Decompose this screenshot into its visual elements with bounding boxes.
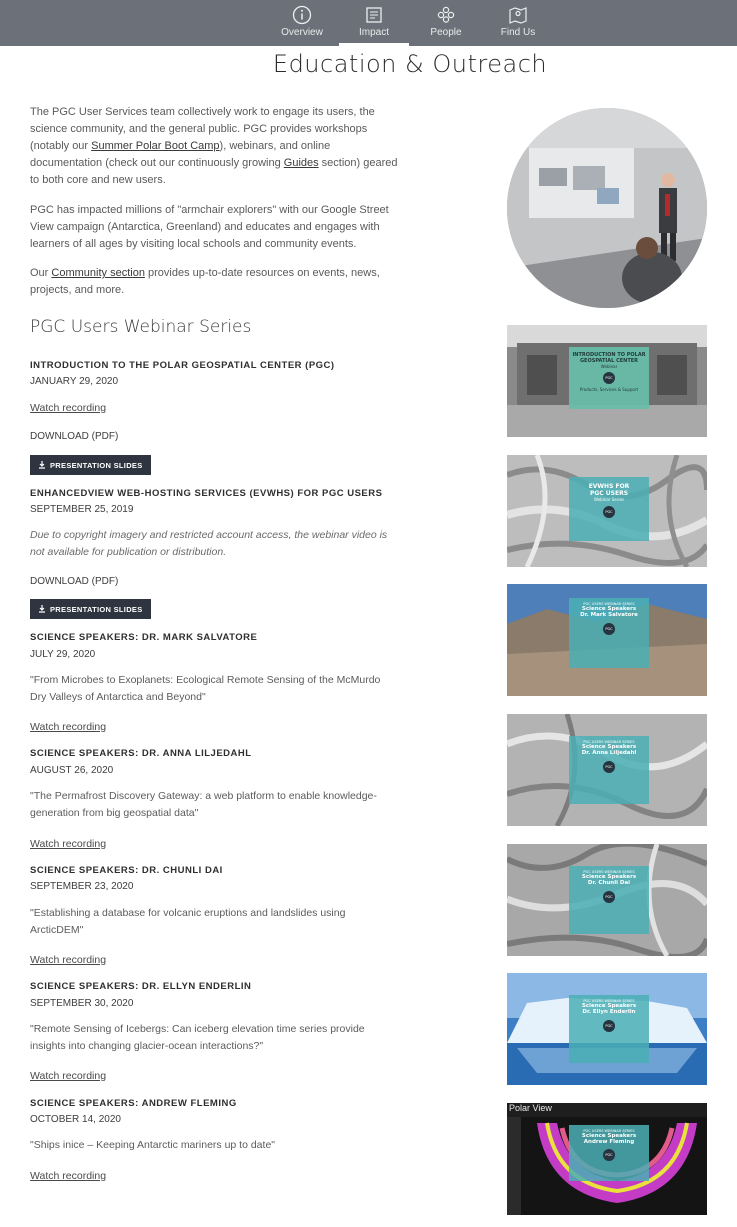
pgc-logo: PGC [603,891,615,903]
thumbnail-line2: Andrew Fleming [583,1139,635,1145]
guides-link[interactable]: Guides [283,157,319,169]
map-pin-icon [508,5,528,25]
thumbnail-card [569,598,649,668]
webinar-quote: "Ships inice – Keeping Antarctic mariners up to date" [30,1139,276,1151]
thumbnail-line3: Webinar [600,364,618,369]
intro-paragraph-2: PGC has impacted millions of "armchair explorers" with our Google Street View campaign (Antarctica, Greenland) and educates and engages with learners of all ages by visiting local schools and community events. [30,204,389,250]
webinar-title: SCIENCE SPEAKERS: DR. CHUNLI DAI [30,865,223,876]
webinar-date: JANUARY 29, 2020 [30,376,119,387]
presentation-slides-button[interactable] [30,599,151,619]
nav-people-label: People [430,27,462,38]
thumbnail-line1: Science Speakers [581,744,637,750]
intro-paragraph-3 [30,265,402,299]
document-icon [364,5,384,25]
thumbnail-card [569,995,649,1063]
thumbnail-card [569,1125,649,1181]
webinar-quote: "Establishing a database for volcanic eruptions and landslides using ArcticDEM" [30,907,346,936]
intro-text: section) geared to both core and new users. [30,157,398,186]
thumbnail-series: PGC USERS WEBINAR SERIES [583,740,635,744]
presentation-photo [507,108,707,308]
nav-find-us[interactable] [481,0,555,46]
thumbnail-line1: Science Speakers [581,874,637,880]
webinar-quote: "From Microbes to Exoplanets: Ecological Remote Sensing of the McMurdo Dry Valleys of Antarctica and Beyond" [30,674,381,703]
download-pdf-link[interactable]: DOWNLOAD (PDF) [30,576,119,587]
pgc-logo: PGC [603,506,615,518]
thumbnail-series: PGC USERS WEBINAR SERIES [583,1129,635,1133]
top-nav [0,0,737,46]
nav-impact[interactable] [337,0,411,46]
webinar-thumbnail [507,325,707,437]
webinar-title: SCIENCE SPEAKERS: DR. ANNA LILJEDAHL [30,748,252,759]
pgc-logo: PGC [603,372,615,384]
download-pdf-link[interactable]: DOWNLOAD (PDF) [30,431,119,442]
watch-recording-link[interactable]: Watch recording [30,954,107,966]
thumbnail-card [569,866,649,934]
thumbnail-card [569,347,649,409]
thumbnail-line2: GEOSPATIAL CENTER [579,358,639,364]
watch-recording-link[interactable]: Watch recording [30,838,107,850]
webinar-title: ENHANCEDVIEW WEB-HOSTING SERVICES (EVWHS) FOR PGC USERS [30,488,383,499]
thumbnail-line2: Dr. Ellyn Enderlin [582,1009,636,1015]
thumbnail-line1: Science Speakers [581,1133,637,1139]
thumbnail-series: PGC USERS WEBINAR SERIES [583,602,635,606]
intro-text: The PGC User Services team collectively work to engage its users, the science community, and the general public. PGC provides workshops (notably our [30,106,375,152]
watch-recording-link[interactable]: Watch recording [30,402,107,414]
webinar-thumbnail [507,844,707,956]
thumbnail-line3: Webinar Series [593,497,625,502]
pgc-logo: PGC [603,1149,615,1161]
webinar-quote: "Remote Sensing of Icebergs: Can iceberg elevation time series provide insights into changing glacier-ocean interactions?" [30,1023,365,1052]
webinar-date: SEPTEMBER 25, 2019 [30,504,134,515]
watch-recording-link[interactable]: Watch recording [30,1170,107,1182]
thumbnail-series: PGC USERS WEBINAR SERIES [583,870,635,874]
intro-text: ), webinars, and online documentation (check out our continuously growing [30,140,331,169]
webinar-title: SCIENCE SPEAKERS: DR. MARK SALVATORE [30,632,258,643]
presentation-slides-label: PRESENTATION SLIDES [50,604,143,614]
thumbnail-footer: Products, Services & Support [579,387,639,392]
nav-overview[interactable] [265,0,339,46]
webinar-thumbnail [507,714,707,826]
page-title: Education & Outreach [272,50,548,78]
webinar-note: Due to copyright imagery and restricted account access, the webinar video is not available for publication or distribution. [30,529,388,558]
thumbnail-series: PGC USERS WEBINAR SERIES [583,999,635,1003]
intro-text: provides up-to-date resources on events, news, projects, and more. [30,267,380,296]
thumbnail-line2: PGC USERS [589,490,629,497]
thumbnail-line1: EVWHS FOR [588,483,630,490]
webinar-section-title: PGC Users Webinar Series [30,317,252,337]
intro-text: Our [30,267,52,279]
thumbnail-line2: Dr. Chunli Dai [587,880,631,886]
pgc-logo: PGC [603,623,615,635]
webinar-date: JULY 29, 2020 [30,649,96,660]
thumbnail-line2: Dr. Anna Liljedahl [581,750,637,756]
webinar-title: SCIENCE SPEAKERS: DR. ELLYN ENDERLIN [30,981,252,992]
webinar-date: AUGUST 26, 2020 [30,765,114,776]
community-section-link[interactable]: Community section [51,267,145,279]
thumbnail-line1: INTRODUCTION TO POLAR [572,352,646,358]
people-icon [436,5,456,25]
nav-people[interactable] [409,0,483,46]
presentation-slides-button[interactable] [30,455,151,475]
webinar-date: SEPTEMBER 23, 2020 [30,881,134,892]
thumbnail-line1: Science Speakers [581,1003,637,1009]
webinar-thumbnail [507,455,707,567]
webinar-title: SCIENCE SPEAKERS: ANDREW FLEMING [30,1098,237,1109]
webinar-title: INTRODUCTION TO THE POLAR GEOSPATIAL CENTER (PGC) [30,360,335,371]
watch-recording-link[interactable]: Watch recording [30,1070,107,1082]
download-icon [38,605,46,613]
thumbnail-line1: Science Speakers [581,606,637,612]
thumbnail-card [569,736,649,804]
webinar-thumbnail [507,584,707,696]
thumbnail-line2: Dr. Mark Salvatore [580,612,638,618]
download-icon [38,461,46,469]
pgc-logo: PGC [603,761,615,773]
pgc-logo: PGC [603,1020,615,1032]
summer-boot-camp-link[interactable]: Summer Polar Boot Camp [91,140,220,152]
nav-impact-label: Impact [358,27,389,38]
info-icon [292,5,312,25]
webinar-date: OCTOBER 14, 2020 [30,1114,121,1125]
webinar-quote: "The Permafrost Discovery Gateway: a web platform to enable knowledge-generation from big geospatial data" [30,790,377,819]
webinar-thumbnail [507,973,707,1085]
watch-recording-link[interactable]: Watch recording [30,721,107,733]
thumbnail-header: Polar View [509,1103,552,1113]
nav-find-us-label: Find Us [500,27,536,38]
intro-paragraph-1 [30,104,402,189]
presentation-slides-label: PRESENTATION SLIDES [50,460,143,470]
webinar-thumbnail [507,1103,707,1215]
thumbnail-card [569,477,649,541]
webinar-date: SEPTEMBER 30, 2020 [30,998,134,1009]
nav-overview-label: Overview [281,27,323,38]
